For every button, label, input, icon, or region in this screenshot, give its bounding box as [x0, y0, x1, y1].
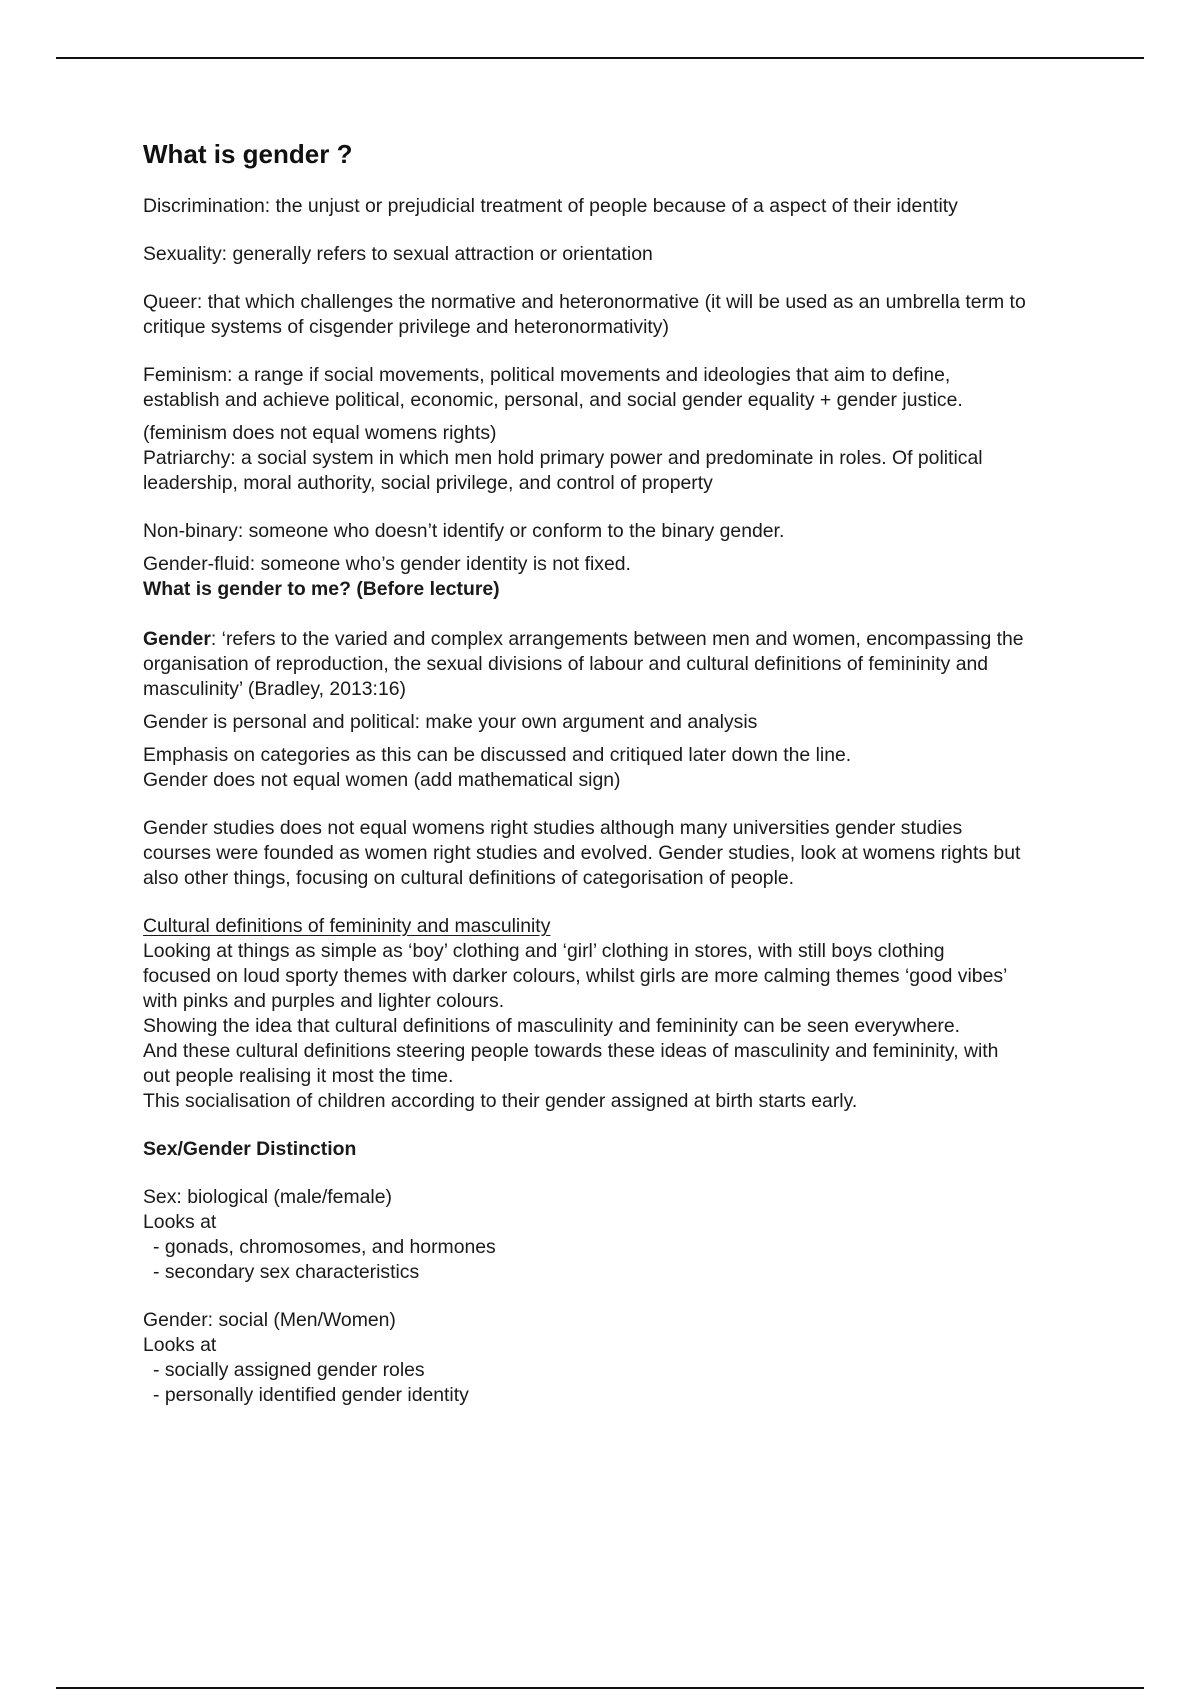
- section-heading-before-lecture: What is gender to me? (Before lecture): [143, 578, 500, 600]
- text-line: Gender studies does not equal womens right studies although many universities gender studies: [143, 817, 963, 839]
- definition-non-binary: Non-binary: someone who doesn’t identify or conform to the binary gender.: [143, 520, 785, 542]
- text-line: organisation of reproduction, the sexual divisions of labour and cultural definitions of femininity and: [143, 653, 989, 675]
- looks-at-label: Looks at: [143, 1334, 217, 1356]
- text-line: : ‘refers to the varied and complex arrangements between men and women, encompassing the: [210, 628, 1024, 650]
- note-emphasis: Emphasis on categories as this can be discussed and critiqued later down the line.: [143, 744, 852, 766]
- sex-block: [143, 1185, 1103, 1285]
- gender-studies-paragraph: [143, 816, 1103, 891]
- gender-term: Gender: [143, 628, 211, 650]
- text-line: with pinks and purples and lighter colours.: [143, 990, 505, 1012]
- sex-label: Sex: biological (male/female): [143, 1186, 392, 1208]
- bottom-rule: [56, 1687, 1144, 1689]
- definition-discrimination: Discrimination: the unjust or prejudicial treatment of people because of a aspect of their identity: [143, 195, 958, 217]
- section-heading-cultural: Cultural definitions of femininity and masculinity: [143, 915, 551, 937]
- text-line: (feminism does not equal womens rights): [143, 422, 497, 444]
- text-line: out people realising it most the time.: [143, 1065, 454, 1087]
- note-personal-political: Gender is personal and political: make your own argument and analysis: [143, 711, 758, 733]
- text-line: masculinity’ (Bradley, 2013:16): [143, 678, 406, 700]
- section-heading-distinction: Sex/Gender Distinction: [143, 1138, 357, 1160]
- definition-queer: [143, 290, 1103, 340]
- text-line: leadership, moral authority, social privilege, and control of property: [143, 472, 713, 494]
- text-line: And these cultural definitions steering people towards these ideas of masculinity and femininity, with: [143, 1040, 999, 1062]
- text-line: critique systems of cisgender privilege and heteronormativity): [143, 316, 669, 338]
- text-line: This socialisation of children according to their gender assigned at birth starts early.: [143, 1090, 858, 1112]
- list-item: - secondary sex characteristics: [153, 1261, 420, 1283]
- definition-gender-fluid: Gender-fluid: someone who’s gender identity is not fixed.: [143, 553, 631, 575]
- text-line: Patriarchy: a social system in which men hold primary power and predominate in roles. Of political: [143, 447, 983, 469]
- text-line: Queer: that which challenges the normative and heteronormative (it will be used as an umbrella term to: [143, 291, 1026, 313]
- gender-label: Gender: social (Men/Women): [143, 1309, 396, 1331]
- list-item: - socially assigned gender roles: [153, 1359, 425, 1381]
- definition-sexuality: Sexuality: generally refers to sexual attraction or orientation: [143, 243, 653, 265]
- text-line: establish and achieve political, economic, personal, and social gender equality + gender justice.: [143, 389, 963, 411]
- text-line: Showing the idea that cultural definitions of masculinity and femininity can be seen everywhere.: [143, 1015, 961, 1037]
- definition-patriarchy: [143, 446, 1103, 496]
- gender-block: [143, 1308, 1103, 1408]
- text-line: Looking at things as simple as ‘boy’ clothing and ‘girl’ clothing in stores, with still boys clothing: [143, 940, 945, 962]
- gender-quote: [143, 627, 1103, 702]
- text-line: courses were founded as women right studies and evolved. Gender studies, look at womens rights but: [143, 842, 1021, 864]
- top-rule: [56, 57, 1144, 59]
- definition-feminism: [143, 363, 1103, 446]
- text-line: also other things, focusing on cultural definitions of categorisation of people.: [143, 867, 795, 889]
- document-body: [143, 138, 1103, 1408]
- cultural-paragraph: [143, 939, 1103, 1114]
- text-line: focused on loud sporty themes with darker colours, whilst girls are more calming themes ‘good vibes’: [143, 965, 1008, 987]
- text-line: Feminism: a range if social movements, political movements and ideologies that aim to define,: [143, 364, 951, 386]
- list-item: - gonads, chromosomes, and hormones: [153, 1236, 496, 1258]
- looks-at-label: Looks at: [143, 1211, 217, 1233]
- note-not-equal-women: Gender does not equal women (add mathematical sign): [143, 769, 621, 791]
- page-title: What is gender ?: [143, 139, 353, 169]
- list-item: - personally identified gender identity: [153, 1384, 469, 1406]
